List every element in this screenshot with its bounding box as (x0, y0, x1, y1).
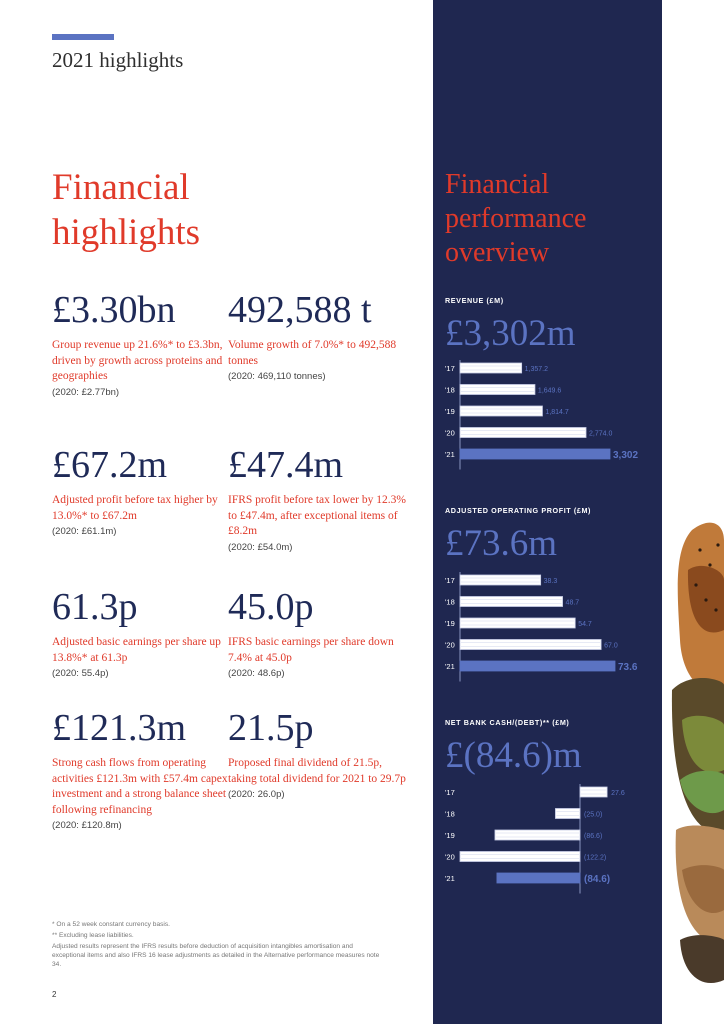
chart-bar (460, 385, 535, 395)
chart-bar (460, 363, 522, 373)
chart-category-label: '18 (445, 385, 455, 395)
chart-category-label: '20 (445, 428, 455, 438)
chart-data-label: 54.7 (578, 621, 592, 628)
footnote: ** Excluding lease liabilities. (52, 932, 134, 939)
net-cash-chart-title: NET BANK CASH/(DEBT)** (£M) (445, 718, 570, 727)
chart-data-label: 1,814.7 (545, 409, 569, 416)
chart-data-label: 67.0 (604, 642, 618, 650)
chart-data-label: 1,649.6 (537, 387, 562, 395)
kpi-value: £67.2m (52, 444, 168, 486)
chart-category-label: '19 (445, 831, 455, 840)
net-cash-headline: £(84.6)m (445, 735, 582, 776)
kpi-dividend (228, 706, 408, 801)
chart-category-label: '19 (445, 619, 455, 628)
page-number: 2 (52, 990, 57, 999)
section-accent-bar (52, 34, 114, 40)
chart-category-label: '20 (445, 852, 455, 862)
kpi-previous: (2020: 48.6p) (228, 668, 285, 679)
kpi-volume (228, 288, 408, 383)
chart-data-label: 1,357.2 (524, 366, 549, 373)
operating-profit-chart-title: ADJUSTED OPERATING PROFIT (£M) (445, 506, 592, 515)
chart-category-label: '21 (445, 450, 455, 459)
panel-title: Financial performance overview (445, 169, 587, 268)
chart-bar (460, 661, 615, 671)
food-photo (662, 510, 724, 1010)
chart-bar (460, 597, 563, 607)
kpi-ifrs-eps (228, 585, 408, 680)
kpi-adjusted-eps (52, 585, 232, 680)
kpi-previous: (2020: £54.0m) (228, 541, 293, 553)
kpi-description: IFRS profit before tax lower by 12.3% to £47.4m, after exceptional items of £8.2m (228, 494, 406, 537)
kpi-value: 492,588 t (228, 289, 372, 331)
kpi-description: Adjusted basic earnings per share up 13.8%* at 61.3p (52, 636, 221, 664)
revenue-chart-title: REVENUE (£M) (445, 296, 504, 305)
kpi-previous: (2020: 26.0p) (228, 789, 285, 800)
kpi-description: Adjusted profit before tax higher by 13.0%* to £67.2m (52, 494, 218, 522)
chart-bar (460, 852, 580, 862)
kpi-revenue (52, 288, 232, 399)
chart-data-label: 38.3 (543, 578, 558, 585)
chart-bar (495, 830, 580, 840)
chart-data-label: (25.0) (584, 811, 603, 819)
kpi-description: Proposed final dividend of 21.5p, taking total dividend for 2021 to 29.7p (228, 757, 406, 785)
chart-bar (580, 787, 607, 797)
chart-bar (555, 809, 580, 819)
chart-bar (460, 575, 541, 585)
kpi-description: Strong cash flows from operating activities £121.3m with £57.4m capex investment and a strong balance sheet following refinancing (52, 757, 228, 816)
chart-bar (460, 449, 610, 459)
kpi-value: £47.4m (228, 444, 344, 486)
page-title (52, 165, 412, 255)
chart-bar (460, 406, 542, 416)
kpi-adjusted-pbt (52, 443, 232, 538)
revenue-chart (433, 360, 662, 480)
chart-bar (460, 428, 586, 438)
kpi-description: Group revenue up 21.6%* to £3.3bn, driven by growth across proteins and geographies (52, 339, 223, 382)
kpi-previous: (2020: £2.77bn) (52, 386, 120, 398)
chart-category-label: '18 (445, 597, 455, 607)
kpi-value: 45.0p (228, 586, 314, 628)
chart-bar (460, 640, 601, 650)
net-cash-chart (433, 784, 662, 904)
chart-data-label: 2,774.0 (589, 430, 613, 438)
kpi-previous: (2020: 469,110 tonnes) (228, 371, 326, 382)
kpi-previous: (2020: 55.4p) (52, 668, 109, 679)
chart-category-label: '18 (445, 809, 455, 819)
chart-data-label: (122.2) (584, 854, 607, 862)
page-title-line1: Financial (52, 167, 190, 208)
chart-category-label: '19 (445, 407, 455, 416)
chart-bar (460, 618, 575, 628)
chart-category-label: '17 (445, 788, 455, 797)
kpi-value: £121.3m (52, 707, 187, 749)
chart-data-label: (86.6) (584, 833, 603, 840)
chart-data-label: (84.6) (584, 874, 611, 885)
kpi-description: Volume growth of 7.0%* to 492,588 tonnes (228, 339, 397, 367)
footnote: Adjusted results represent the IFRS results before deduction of acquisition intangibles amortisation and exceptional items and also IFRS 16 lease adjustments as detailed in the Alternative performance measures note 34. (52, 943, 380, 968)
chart-category-label: '20 (445, 640, 455, 650)
revenue-headline: £3,302m (445, 313, 576, 354)
footnotes (52, 920, 382, 971)
kpi-value: 21.5p (228, 707, 314, 749)
chart-data-label: 48.7 (565, 599, 580, 607)
chart-category-label: '21 (445, 662, 455, 671)
kpi-value: £3.30bn (52, 289, 176, 331)
kpi-description: IFRS basic earnings per share down 7.4% at 45.0p (228, 636, 394, 664)
operating-profit-headline: £73.6m (445, 523, 558, 564)
chart-category-label: '17 (445, 576, 455, 585)
chart-data-label: 73.6 (618, 662, 638, 673)
kpi-ifrs-pbt (228, 443, 408, 554)
kpi-operating-cash (52, 706, 232, 832)
kpi-previous: (2020: £120.8m) (52, 820, 122, 831)
chart-bar (497, 873, 580, 883)
operating-profit-chart (433, 572, 662, 692)
kpi-value: 61.3p (52, 586, 138, 628)
kpi-previous: (2020: £61.1m) (52, 526, 117, 537)
chart-data-label: 3,302 (613, 450, 639, 461)
chart-data-label: 27.6 (611, 790, 625, 797)
chart-category-label: '21 (445, 874, 455, 883)
section-title: 2021 highlights (52, 48, 184, 72)
chart-category-label: '17 (445, 364, 455, 373)
footnote: * On a 52 week constant currency basis. (52, 921, 171, 928)
page-title-line2: highlights (52, 212, 201, 253)
